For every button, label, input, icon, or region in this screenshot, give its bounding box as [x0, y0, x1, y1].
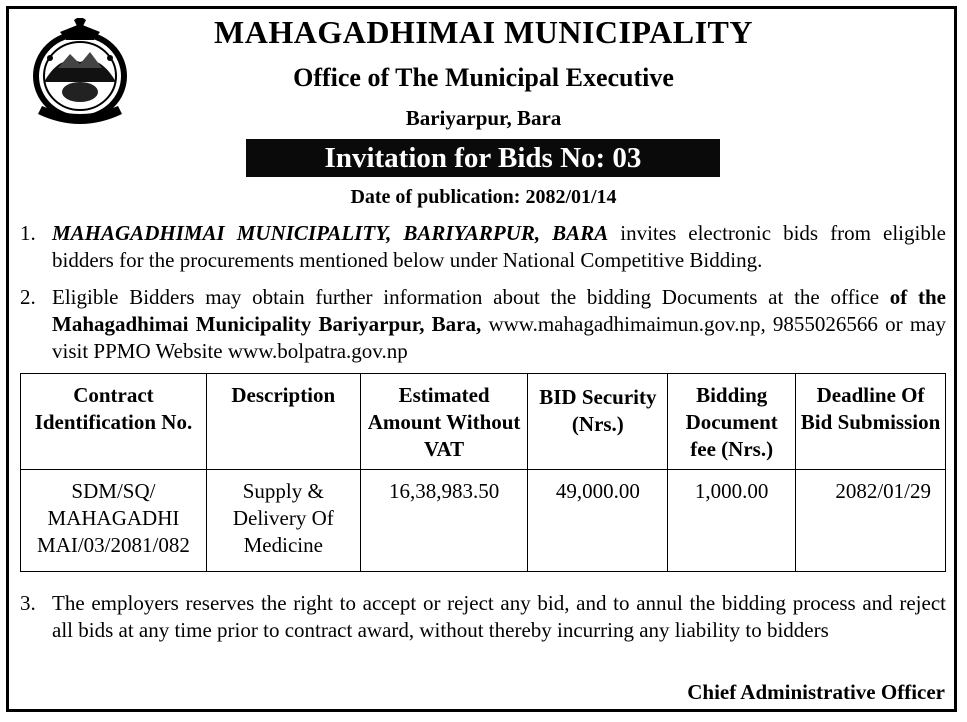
paragraph-2 — [20, 284, 946, 365]
cell-deadline: 2082/01/29 — [796, 470, 946, 572]
paragraph-2-emphasis: of the Mahagadhimai Municipality Bariyarpur, Bara, — [52, 285, 946, 336]
paragraph-3-number: 3. — [20, 591, 36, 615]
invitation-title-bar: Invitation for Bids No: 03 — [246, 139, 720, 177]
table-header-row — [21, 374, 946, 470]
paragraph-3 — [20, 590, 946, 644]
paragraph-1-text — [52, 220, 946, 274]
cell-document-fee: 1,000.00 — [668, 470, 796, 572]
signatory-title: Chief Administrative Officer — [687, 680, 945, 704]
paragraph-1 — [20, 220, 946, 274]
office-location: Bariyarpur, Bara — [405, 106, 562, 130]
paragraph-2-number: 2. — [20, 285, 36, 309]
header-estimated-amount: Estimated Amount Without VAT — [360, 374, 528, 470]
publication-date: Date of publication: 2082/01/14 — [350, 186, 617, 208]
cell-estimated-amount: 16,38,983.50 — [360, 470, 528, 572]
paragraph-1-body: invites electronic bids from eligible bidders for the procurements mentioned below under National Competitive Bidding. — [52, 221, 946, 272]
cell-contract-id: SDM/SQ/ MAHAGADHI MAI/03/2081/082 — [21, 470, 207, 572]
header-document-fee: Bidding Document fee (Nrs.) — [668, 374, 796, 470]
header-contract-id: Contract Identification No. — [21, 374, 207, 470]
bids-table — [20, 373, 946, 572]
municipality-title: MAHAGADHIMAI MUNICIPALITY — [214, 14, 753, 50]
paragraph-2-body-a: Eligible Bidders may obtain further information about the bidding Documents at the office — [52, 285, 890, 309]
office-subtitle: Office of The Municipal Executive — [293, 63, 674, 92]
paragraph-1-emphasis: MAHAGADHIMAI MUNICIPALITY, BARIYARPUR, BARA — [52, 221, 609, 245]
paragraph-2-text — [52, 284, 946, 365]
header-bid-security: BID Security (Nrs.) — [528, 374, 668, 470]
paragraph-1-number: 1. — [20, 221, 36, 245]
paragraph-2-body-b: www.mahagadhimaimun.gov.np, 9855026566 or may visit PPMO Website www.bolpatra.gov.np — [52, 312, 946, 363]
cell-bid-security: 49,000.00 — [528, 470, 668, 572]
header-deadline: Deadline Of Bid Submission — [796, 374, 946, 470]
header-description: Description — [206, 374, 360, 470]
table-row — [21, 470, 946, 572]
cell-description: Supply & Delivery Of Medicine — [206, 470, 360, 572]
paragraph-3-text: The employers reserves the right to accept or reject any bid, and to annul the bidding process and reject all bids at any time prior to contract award, without thereby incurring any liability to bidders — [52, 591, 946, 642]
